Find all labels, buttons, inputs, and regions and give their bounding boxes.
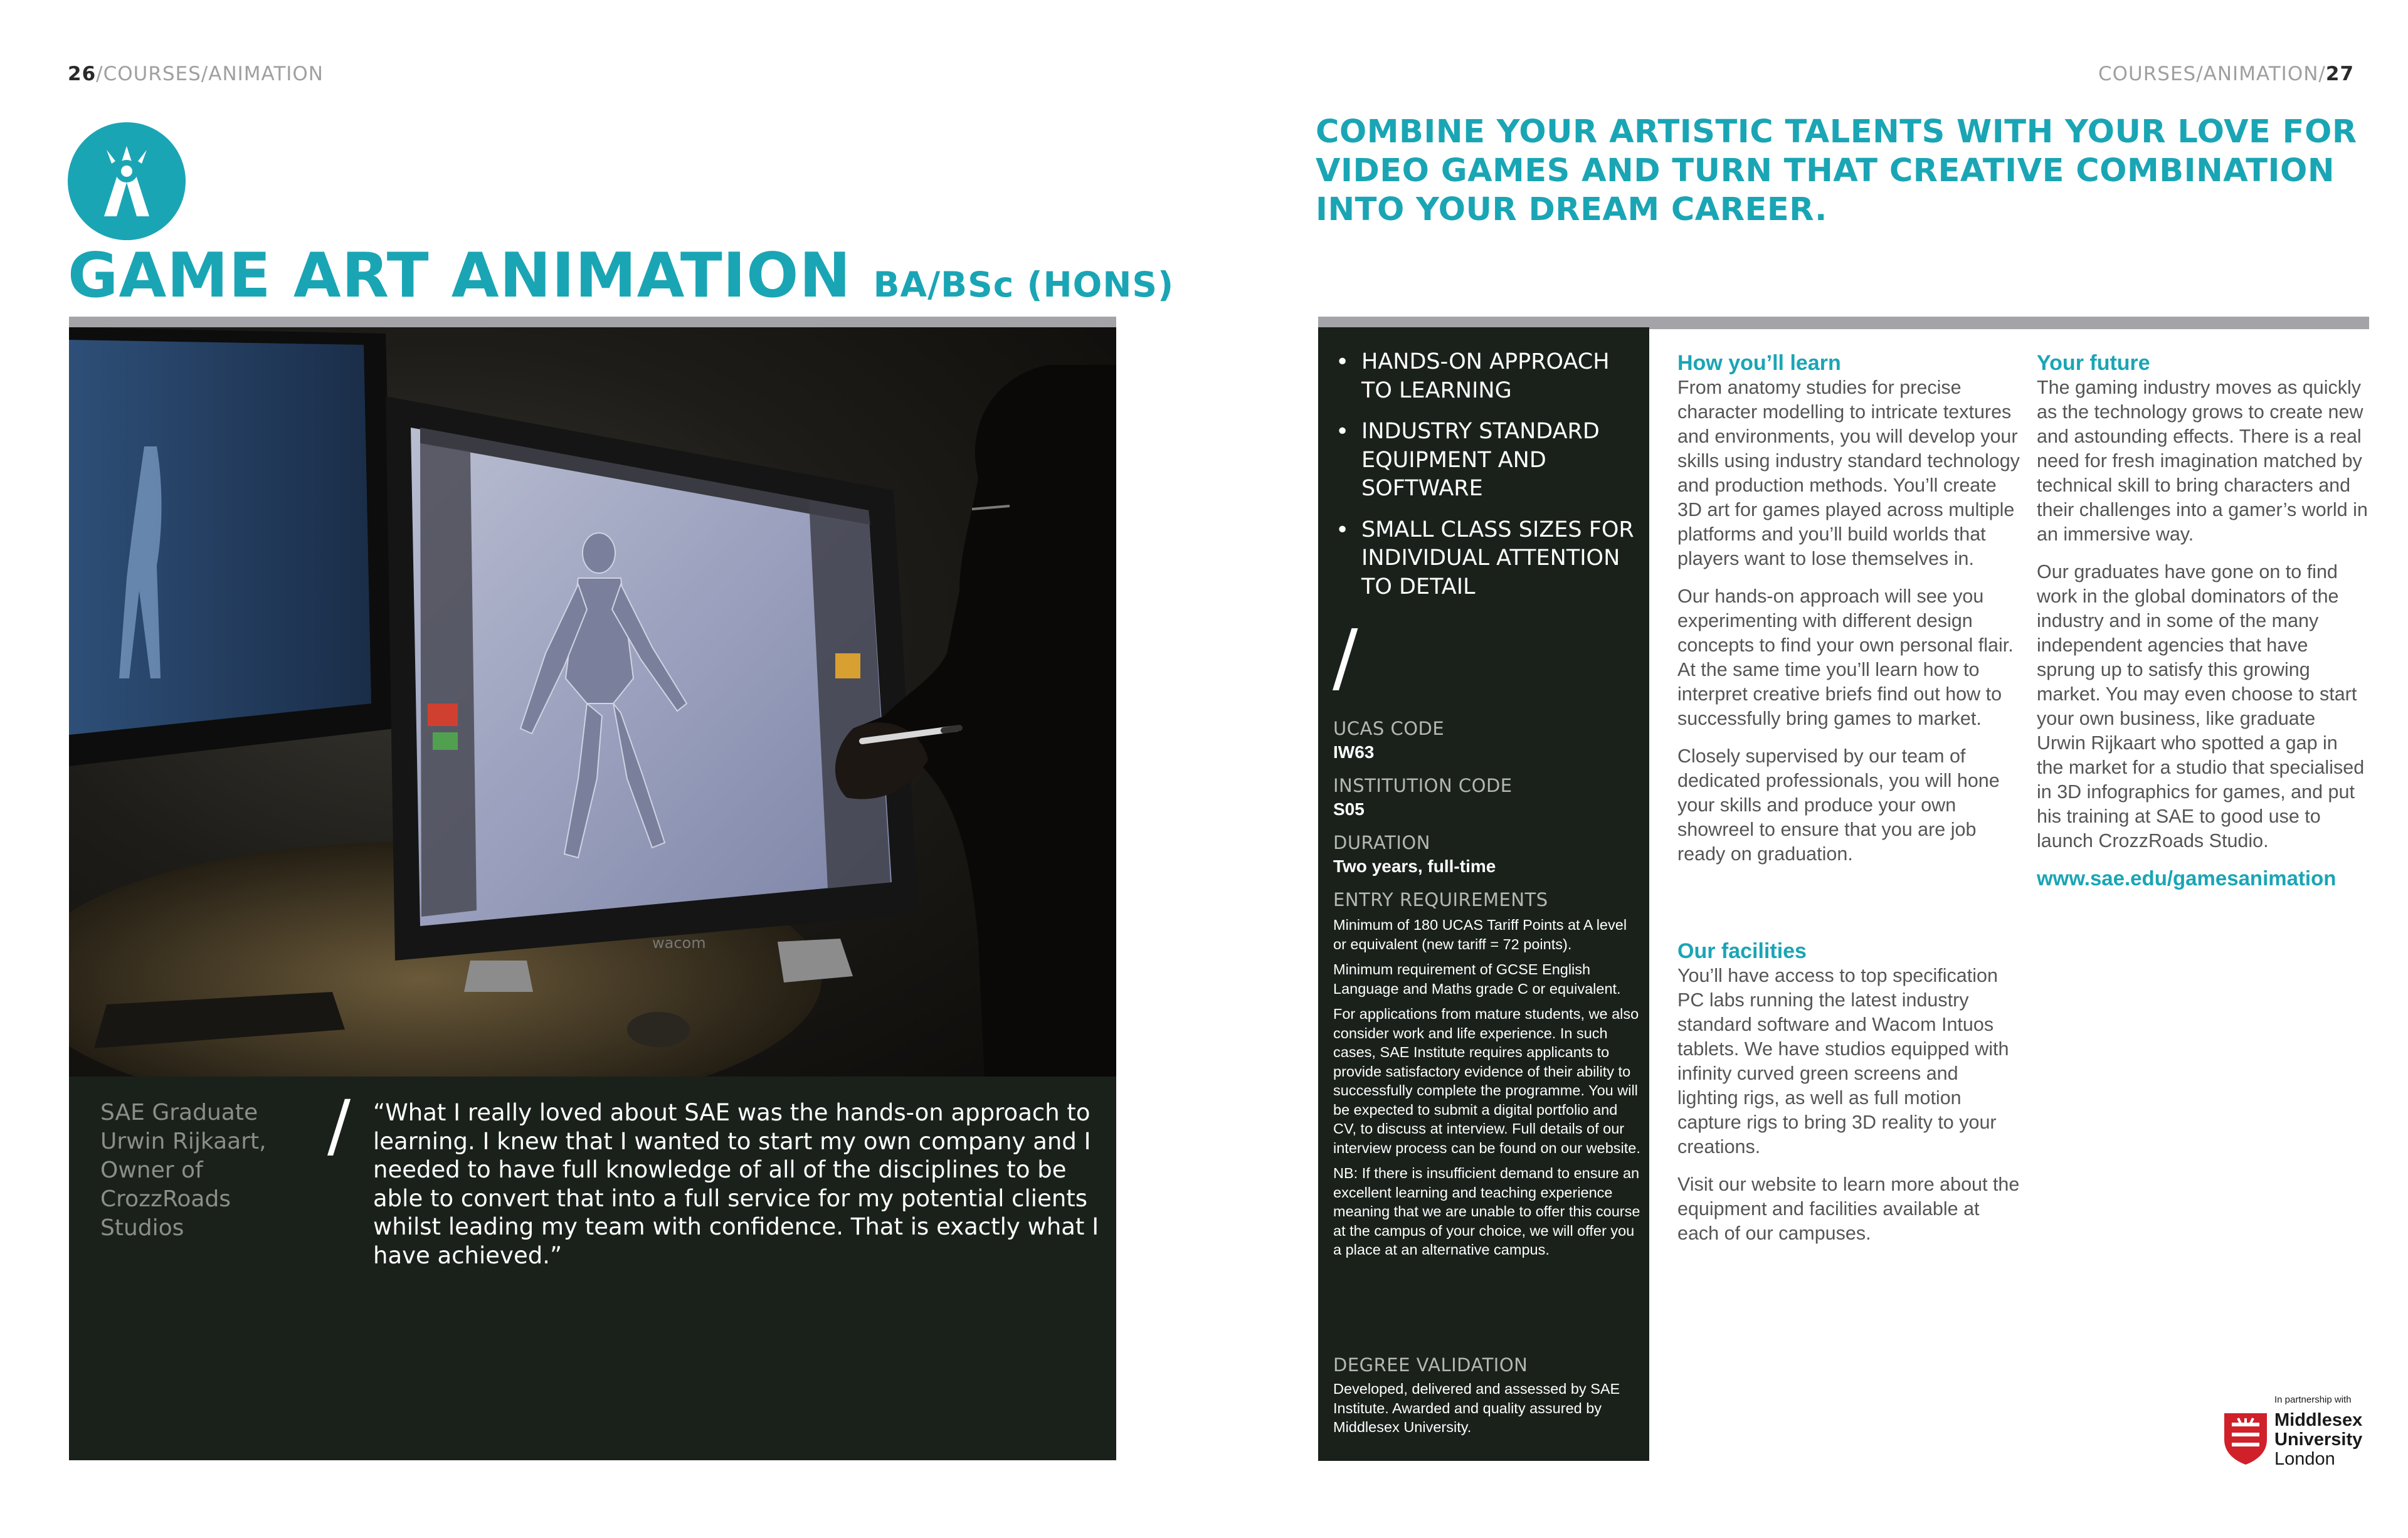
our-facilities-heading: Our facilities xyxy=(1677,939,1807,963)
course-headline: COMBINE YOUR ARTISTIC TALENTS WITH YOUR LOVE FOR VIDEO GAMES AND TURN THAT CREATIVE COMBINATION INTO YOUR DREAM CAREER. xyxy=(1316,113,2357,228)
duration-value: Two years, full-time xyxy=(1333,856,1496,876)
middlesex-university-logo xyxy=(2223,1394,2374,1470)
quote-slash-mark: / xyxy=(327,1085,351,1166)
page-folio-right: COURSES/ANIMATION/27 xyxy=(2098,63,2355,85)
course-website-link[interactable]: www.sae.edu/gamesanimation xyxy=(2037,866,2337,890)
testimonial-quote: “What I really loved about SAE was the hands-on approach to learning. I knew that I wanted to start my own company and I needed to have full knowledge of all of the disciplines to be able to convert that into a full service for my potential clients whilst leading my team with confidence. That is exactly what I have achieved.” xyxy=(373,1099,1099,1269)
your-future-heading: Your future xyxy=(2037,351,2150,375)
duration-label: DURATION xyxy=(1333,832,1430,853)
degree-validation-label: DEGREE VALIDATION xyxy=(1333,1354,1528,1376)
our-facilities-section: Our facilities You’ll have access to top specification PC labs running the latest industry standard software and Wacom Intuos tablets. We have studios equipped with infinity curved green screens and lighting rigs, as well as full motion capture rigs to bring 3D reality to your creations. Visit our website to learn more about the equipment and facilities available at each of our campuses. xyxy=(1677,939,2022,1246)
how-youll-learn-section: How you’ll learn From anatomy studies for precise character modelling to intricate textures and environments, you will develop your skills using industry standard technology and production methods. You’ll create 3D art for games played across multiple platforms and you’ll build worlds that players want to lose themselves in. Our hands-on approach will see you experimenting with different design concepts to find your own personal flair. At the same time you’ll learn how to interpret creative briefs find out how to successfully bring games to market. Closely supervised by our team of dedicated professionals, you will hone your skills and produce your own showreel to ensure that you are job ready on graduation. xyxy=(1677,351,2022,866)
partner-name-line-2: University xyxy=(2274,1430,2363,1450)
ucas-code-label: UCAS CODE xyxy=(1333,718,1445,739)
wacom-brand-label: wacom xyxy=(652,934,706,952)
course-category-logo xyxy=(68,122,186,240)
highlight-item: • SMALL CLASS SIZES FOR INDIVIDUAL ATTENTION TO DETAIL xyxy=(1333,516,1640,602)
animation-logo-icon xyxy=(68,122,186,240)
student-drawing-photo-illustration xyxy=(69,327,1116,1077)
sidebar-slash-mark: / xyxy=(1333,614,1358,702)
page-folio-left: 26/COURSES/ANIMATION xyxy=(68,63,324,85)
entry-requirements-label: ENTRY REQUIREMENTS xyxy=(1333,889,1548,910)
ucas-code-value: IW63 xyxy=(1333,742,1375,762)
partner-name-line-1: Middlesex xyxy=(2274,1410,2363,1430)
course-title-main: GAME ART ANIMATION xyxy=(68,240,852,312)
highlights-list xyxy=(1333,348,1640,614)
degree-validation-text: Developed, delivered and assessed by SAE Institute. Awarded and quality assured by Middlesex University. xyxy=(1333,1381,1620,1435)
highlight-item: • HANDS-ON APPROACH TO LEARNING xyxy=(1333,348,1640,405)
highlight-item: • INDUSTRY STANDARD EQUIPMENT AND SOFTWARE xyxy=(1333,418,1640,503)
partnership-prefix: In partnership with xyxy=(2274,1394,2352,1405)
entry-requirements-text: Minimum of 180 UCAS Tariff Points at A level or equivalent (new tariff = 72 points). Minimum requirement of GCSE English Language and Maths grade C or equivalent. For applications from mature students, we also consider work and life experience. In such cases, SAE Institute requires applicants to provide satisfactory evidence of their ability to successfully complete the programme. You will be expected to submit a digital portfolio and CV, to discuss at interview. Full details of our interview process can be found on our website. NB: If there is insufficient demand to ensure an excellent learning and teaching experience meaning that we are unable to offer this course at the campus of your choice, we will offer you a place at an alternative campus. xyxy=(1333,917,1640,1258)
your-future-section: Your future The gaming industry moves as quickly as the technology grows to create new and astounding effects. There is a real need for fresh imagination matched by technical skill to bring characters and their challenges into a gamer’s world in an immersive way. Our graduates have gone on to find work in the global dominators of the industry and in some of the many independent agencies that have sprung up to satisfy this growing market. You may even choose to start your own business, like graduate Urwin Rijkaart who spotted a gap in the market for a studio that specialised in 3D infographics for games, and put his training at SAE to good use to launch CrozzRoads Studio. www.sae.edu/gamesanimation xyxy=(2037,351,2369,890)
middlesex-shield-icon xyxy=(2223,1412,2268,1466)
institution-code-value: S05 xyxy=(1333,799,1365,819)
testimonial-attribution: SAE Graduate Urwin Rijkaart, Owner of CrozzRoads Studios xyxy=(100,1100,267,1241)
course-photo xyxy=(69,327,1116,1077)
how-youll-learn-heading: How you’ll learn xyxy=(1677,351,1841,375)
course-title xyxy=(68,241,1174,319)
partner-name-line-3: London xyxy=(2274,1449,2335,1469)
course-qualification: BA/BSc (HONS) xyxy=(873,265,1175,305)
institution-code-label: INSTITUTION CODE xyxy=(1333,775,1513,796)
